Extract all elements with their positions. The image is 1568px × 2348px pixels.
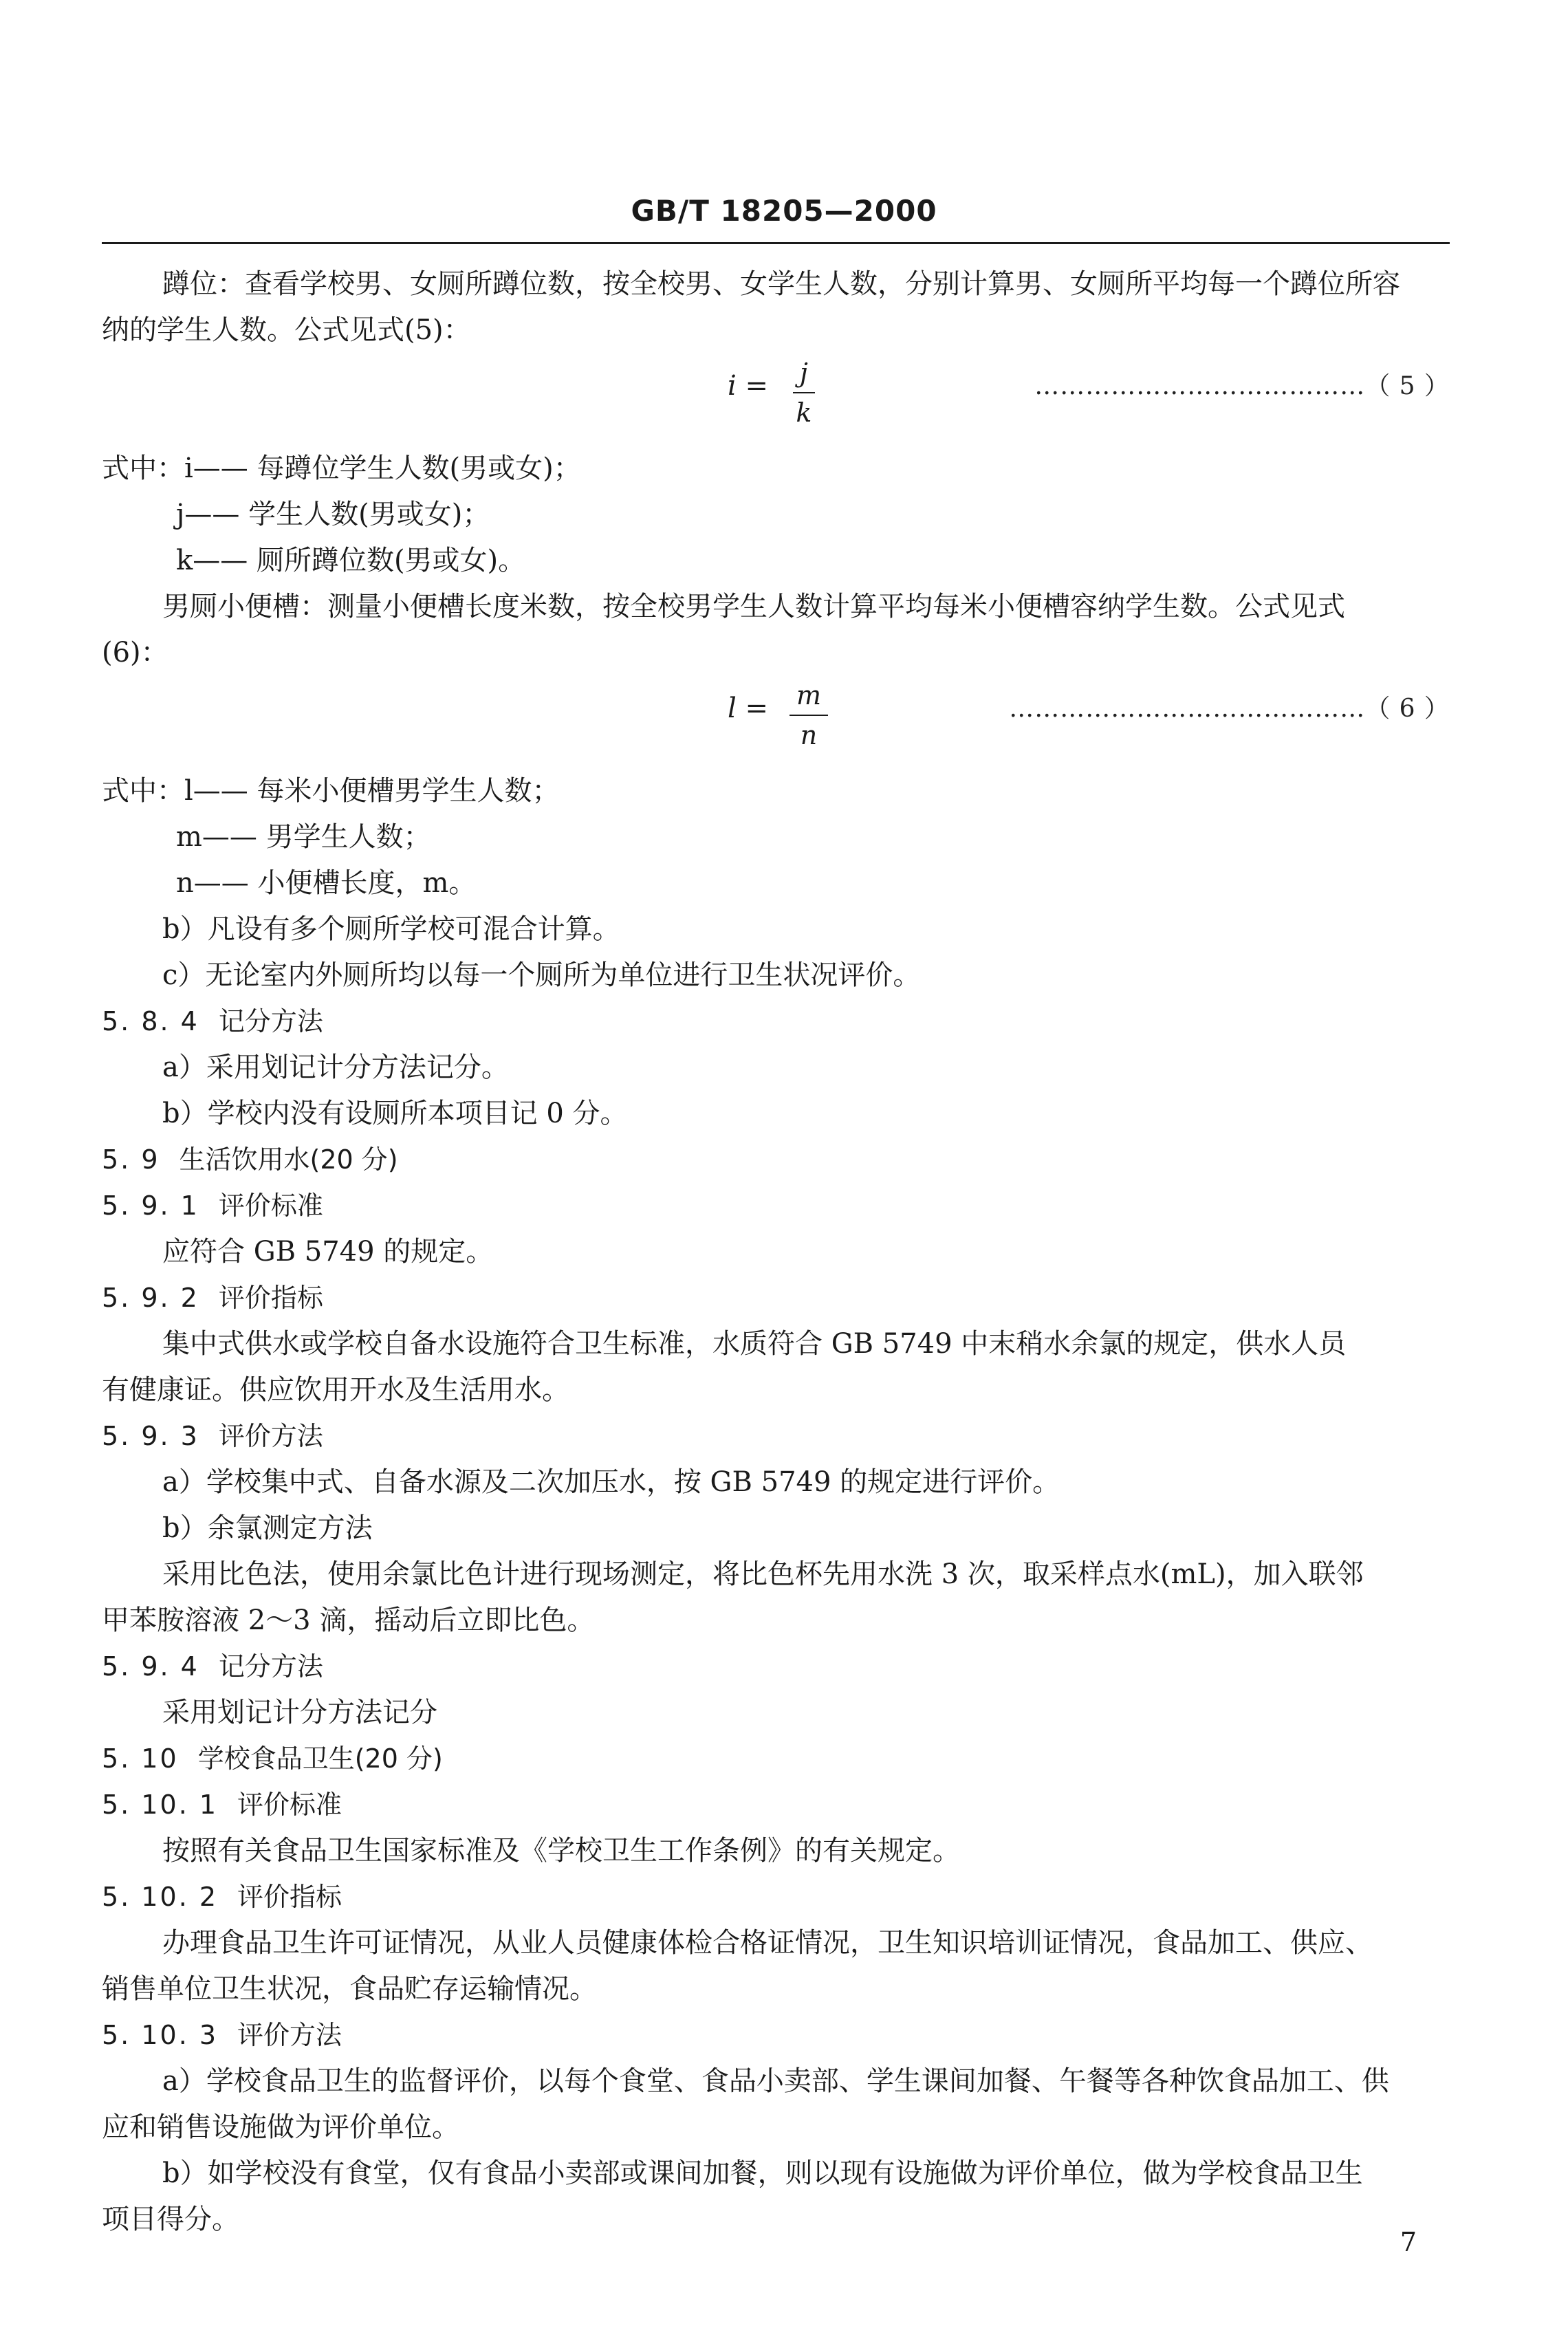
variable-definition: 式中：i—— 每蹲位学生人数(男或女)； — [102, 453, 581, 484]
formula-6 — [102, 676, 1450, 768]
formula-5 — [102, 354, 1450, 446]
section-number: 5. 10. 2 — [102, 1882, 219, 1912]
section-title: 评价指标 — [218, 1283, 323, 1313]
section-heading — [102, 1413, 1450, 1459]
section-number: 5. 9. 4 — [102, 1651, 199, 1682]
page-header — [0, 194, 1568, 228]
paragraph-line: 采用比色法，使用余氯比色计进行现场测定，将比色杯先用水洗 3 次，取采样点水(mL)，加入联邻 — [162, 1558, 1364, 1590]
list-item: b）学校内没有设厕所本项目记 0 分。 — [162, 1098, 628, 1129]
formula-fraction — [793, 354, 815, 432]
formula-lhs: i = — [728, 370, 769, 402]
page-number: 7 — [1400, 2227, 1417, 2257]
section-title: 学校食品卫生(20 分) — [197, 1743, 443, 1774]
variable-definition: n—— 小便槽长度，m。 — [176, 867, 477, 899]
formula-denominator: n — [800, 720, 818, 750]
paragraph-line: 有健康证。供应饮用开水及生活用水。 — [102, 1374, 569, 1406]
section-number: 5. 9. 3 — [102, 1421, 199, 1451]
section-title: 评价标准 — [218, 1191, 323, 1221]
section-title: 评价指标 — [237, 1882, 342, 1912]
paragraph-line: 应和销售设施做为评价单位。 — [102, 2111, 459, 2143]
variable-definition: j—— 学生人数(男或女)； — [176, 499, 490, 530]
section-heading — [102, 1275, 1450, 1321]
section-heading — [102, 1782, 1450, 1828]
section-title: 记分方法 — [218, 1006, 323, 1036]
header-rule — [102, 242, 1450, 244]
paragraph-line: (6)： — [102, 637, 168, 668]
paragraph-line: 应符合 GB 5749 的规定。 — [162, 1236, 494, 1268]
paragraph-line: 采用划记计分方法记分 — [162, 1697, 437, 1728]
paragraph-line: 销售单位卫生状况，食品贮存运输情况。 — [102, 1973, 597, 2005]
page-content — [102, 261, 1450, 2243]
list-item: a）学校集中式、自备水源及二次加压水，按 GB 5749 的规定进行评价。 — [162, 1466, 1060, 1498]
section-title: 记分方法 — [218, 1651, 323, 1682]
paragraph-line: 纳的学生人数。公式见式(5)： — [102, 314, 471, 346]
formula-lhs: l = — [728, 693, 769, 724]
paragraph-line: 集中式供水或学校自备水设施符合卫生标准，水质符合 GB 5749 中末稍水余氯的规定，供水人员 — [162, 1328, 1347, 1360]
list-item: b）余氯测定方法 — [162, 1512, 373, 1544]
list-item: a）学校食品卫生的监督评价，以每个食堂、食品小卖部、学生课间加餐、午餐等各种饮食品加工、供 — [162, 2065, 1389, 2097]
list-item: b）凡设有多个厕所学校可混合计算。 — [162, 913, 620, 945]
variable-definition: k—— 厕所蹲位数(男或女)。 — [176, 545, 526, 576]
section-heading — [102, 1736, 1450, 1782]
section-title: 评价方法 — [218, 1421, 323, 1451]
section-title: 评价标准 — [237, 1790, 342, 1820]
section-heading — [102, 1183, 1450, 1229]
section-number: 5. 9. 1 — [102, 1191, 199, 1221]
section-heading — [102, 1644, 1450, 1690]
list-item: a）采用划记计分方法记分。 — [162, 1052, 509, 1083]
section-number: 5. 10 — [102, 1743, 179, 1774]
section-number: 5. 10. 1 — [102, 1790, 219, 1820]
paragraph-line: 蹲位：查看学校男、女厕所蹲位数，按全校男、女学生人数，分别计算男、女厕所平均每一个蹲位所容 — [162, 268, 1400, 300]
paragraph-line: 按照有关食品卫生国家标准及《学校卫生工作条例》的有关规定。 — [162, 1835, 960, 1867]
section-number: 5. 9 — [102, 1144, 160, 1175]
formula-numerator: j — [793, 354, 815, 393]
formula-number: ……………………………………（ 6 ） — [1009, 695, 1450, 723]
list-item: b）如学校没有食堂，仅有食品小卖部或课间加餐，则以现有设施做为评价单位，做为学校食品卫生 — [162, 2157, 1363, 2189]
section-heading — [102, 1874, 1450, 1920]
standard-code: GB/T 18205—2000 — [631, 194, 937, 228]
section-number: 5. 9. 2 — [102, 1283, 199, 1313]
paragraph-line: 项目得分。 — [102, 2204, 239, 2235]
section-title: 评价方法 — [237, 2020, 342, 2050]
formula-fraction — [790, 676, 828, 754]
section-number: 5. 8. 4 — [102, 1006, 199, 1036]
list-item: c）无论室内外厕所均以每一个厕所为单位进行卫生状况评价。 — [162, 959, 921, 991]
formula-numerator: m — [790, 676, 828, 716]
paragraph-line: 男厕小便槽：测量小便槽长度米数，按全校男学生人数计算平均每米小便槽容纳学生数。公式见式 — [162, 591, 1345, 622]
variable-definition: m—— 男学生人数； — [176, 821, 431, 853]
paragraph-line: 办理食品卫生许可证情况，从业人员健康体检合格证情况，卫生知识培训证情况，食品加工、供应、 — [162, 1927, 1373, 1959]
section-heading — [102, 2012, 1450, 2058]
section-title: 生活饮用水(20 分) — [179, 1144, 398, 1175]
formula-denominator: k — [796, 398, 812, 428]
section-number: 5. 10. 3 — [102, 2020, 219, 2050]
formula-number: …………………………………（ 5 ） — [1034, 372, 1450, 400]
section-heading — [102, 1137, 1450, 1183]
section-heading — [102, 999, 1450, 1045]
variable-definition: 式中：l—— 每米小便槽男学生人数； — [102, 775, 560, 807]
paragraph-line: 甲苯胺溶液 2～3 滴，摇动后立即比色。 — [102, 1605, 595, 1636]
